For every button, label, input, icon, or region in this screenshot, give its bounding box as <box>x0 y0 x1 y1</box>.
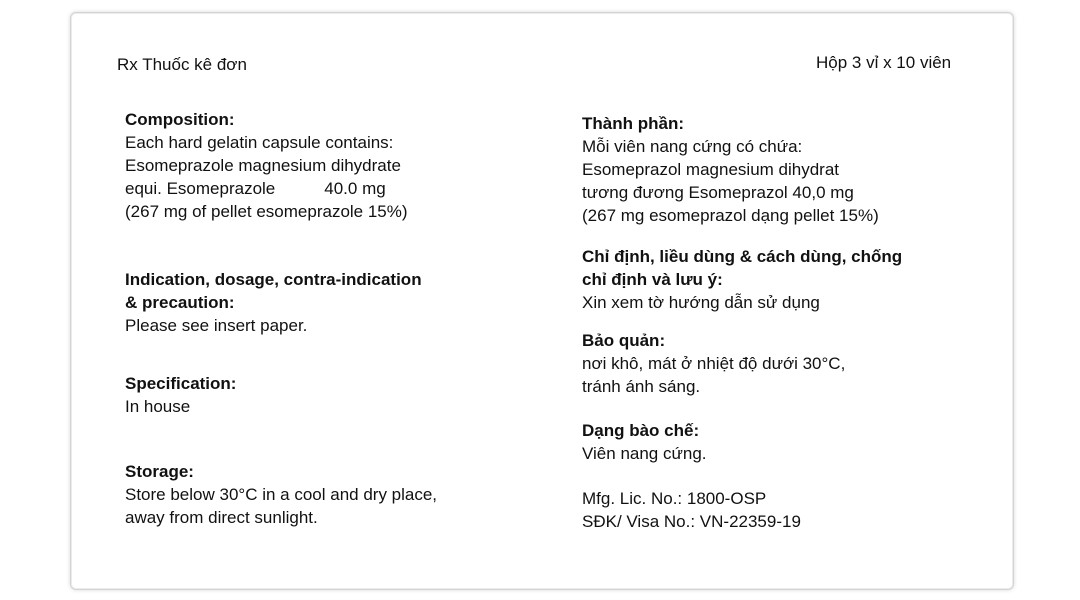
indication-section-en <box>125 268 422 337</box>
specification-heading-en: Specification: <box>125 374 237 393</box>
pack-size: Hộp 3 vỉ x 10 viên <box>816 53 952 72</box>
composition-section-en <box>125 108 408 223</box>
rx-label: Rx Thuốc kê đơn <box>117 55 247 74</box>
storage-line-2-en: away from direct sunlight. <box>125 508 318 527</box>
indication-heading-line1-vi: Chỉ định, liều dùng & cách dùng, chống <box>582 247 903 266</box>
composition-line-3-vi: tương đương Esomeprazol 40,0 mg <box>582 183 854 202</box>
composition-line-4-vi: (267 mg esomeprazol dạng pellet 15%) <box>582 206 879 225</box>
composition-pellet-en: (267 mg of pellet esomeprazole 15%) <box>125 202 408 221</box>
visa-number: SĐK/ Visa No.: VN-22359-19 <box>582 512 801 531</box>
composition-heading-en: Composition: <box>125 110 235 129</box>
storage-section-vi <box>582 329 845 398</box>
composition-line-1-vi: Mỗi viên nang cứng có chứa: <box>582 137 803 156</box>
storage-line-1-vi: nơi khô, mát ở nhiệt độ dưới 30°C, <box>582 354 846 373</box>
storage-heading-en: Storage: <box>125 462 194 481</box>
storage-line-2-vi: tránh ánh sáng. <box>582 377 701 396</box>
equivalent-name: equi. Esomeprazole <box>125 179 276 198</box>
composition-line-2-vi: Esomeprazol magnesium dihydrat <box>582 160 840 179</box>
indication-section-vi <box>582 245 902 314</box>
composition-line-2-en: Esomeprazole magnesium dihydrate <box>125 156 401 175</box>
storage-section-en <box>125 460 437 529</box>
storage-line-1-en: Store below 30°C in a cool and dry place, <box>125 485 438 504</box>
specification-section-en <box>125 372 236 418</box>
indication-text-en: Please see insert paper. <box>125 316 308 335</box>
indication-heading-line1-en: Indication, dosage, contra-indication <box>125 270 422 289</box>
registration-section <box>582 487 801 533</box>
composition-line-1-en: Each hard gelatin capsule contains: <box>125 133 394 152</box>
dosage-form-heading-vi: Dạng bào chế: <box>582 421 700 440</box>
composition-heading-vi: Thành phần: <box>582 114 684 133</box>
storage-heading-vi: Bảo quản: <box>582 331 666 350</box>
dosage-form-text-vi: Viên nang cứng. <box>582 444 707 463</box>
equivalent-amount: 40.0 mg <box>324 179 386 198</box>
indication-heading-line2-vi: chỉ định và lưu ý: <box>582 270 723 289</box>
mfg-license-number: Mfg. Lic. No.: 1800-OSP <box>582 489 767 508</box>
indication-text-vi: Xin xem tờ hướng dẫn sử dụng <box>582 293 820 312</box>
composition-section-vi <box>582 112 879 227</box>
dosage-form-section-vi <box>582 419 707 465</box>
specification-text-en: In house <box>125 397 191 416</box>
indication-heading-line2-en: & precaution: <box>125 293 235 312</box>
composition-equivalent-en <box>125 177 408 200</box>
